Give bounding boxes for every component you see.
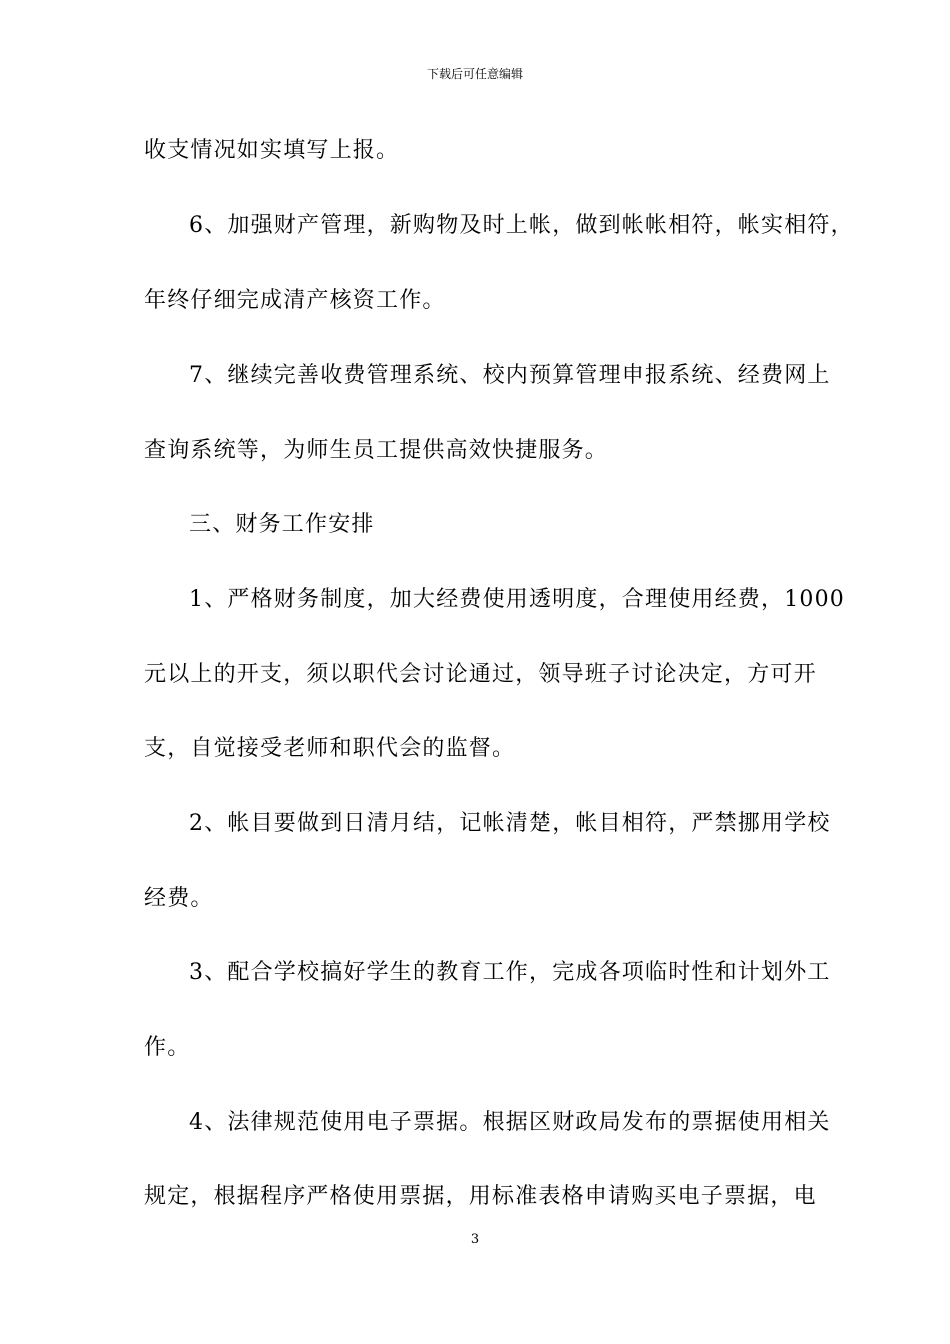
body-line: 规定，根据程序严格使用票据，用标准表格申请购买电子票据，电 (144, 1184, 817, 1209)
body-line: 年终仔细完成清产核资工作。 (144, 288, 446, 313)
body-line: 4、法律规范使用电子票据。根据区财政局发布的票据使用相关 (189, 1110, 831, 1135)
body-line: 1、严格财务制度，加大经费使用透明度，合理使用经费，1000 (189, 587, 845, 612)
body-line: 6、加强财产管理，新购物及时上帐，做到帐帐相符，帐实相符， (189, 213, 854, 238)
section-heading: 三、财务工作安排 (189, 512, 375, 537)
body-line: 2、帐目要做到日清月结，记帐清楚，帐目相符，严禁挪用学校 (189, 811, 831, 836)
body-line: 作。 (144, 1035, 191, 1060)
body-line: 7、继续完善收费管理系统、校内预算管理申报系统、经费网上 (189, 363, 831, 388)
body-line: 支，自觉接受老师和职代会的监督。 (144, 736, 516, 761)
body-line: 经费。 (144, 886, 214, 911)
page-header: 下载后可任意编辑 (426, 67, 523, 81)
body-line: 元以上的开支，须以职代会讨论通过，领导班子讨论决定，方可开 (144, 662, 817, 687)
body-line: 3、配合学校搞好学生的教育工作，完成各项临时性和计划外工 (189, 960, 831, 985)
page-number: 3 (470, 1232, 480, 1247)
body-line: 收支情况如实填写上报。 (144, 138, 400, 163)
body-line: 查询系统等，为师生员工提供高效快捷服务。 (144, 438, 609, 463)
